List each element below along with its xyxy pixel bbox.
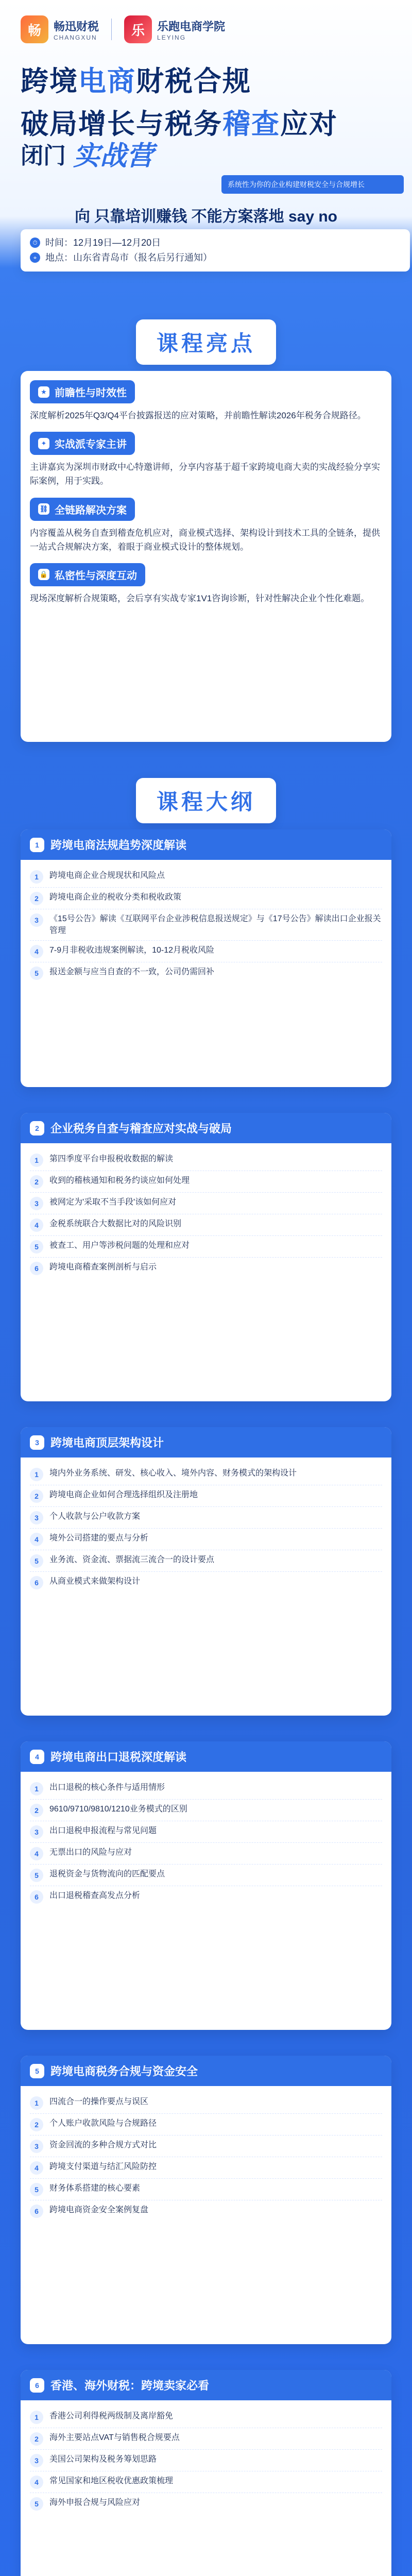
outline-item-number: 4 (30, 2476, 43, 2489)
highlight-4-text: 现场深度解析合规策略，会后享有实战专家1V1咨询诊断，针对性解决企业个性化难题。 (30, 593, 370, 603)
outline-item (30, 2428, 382, 2450)
outline-title: 课程大纲 (136, 778, 276, 823)
changxun-logo-icon: 畅 (21, 15, 48, 43)
outline-item-text: 跨境支付渠道与结汇风险防控 (49, 2162, 157, 2171)
hero (0, 0, 412, 268)
outline-item-number: 1 (30, 1468, 43, 1481)
outline-item (30, 1236, 382, 1258)
outline-module-4-list (21, 1772, 391, 1914)
outline-item-number: 2 (30, 892, 43, 905)
outline-item (30, 1800, 382, 1821)
event-time: 时间：12月19日—12月20日 (45, 238, 161, 248)
outline-module-6-title: 香港、海外财税：跨境卖家必看 (50, 2379, 210, 2392)
outline-item (30, 962, 382, 984)
outline-item-number: 3 (30, 1197, 43, 1210)
outline-item-text: 个人账户收款风险与合规路径 (49, 2119, 157, 2128)
outline-item-number: 2 (30, 1804, 43, 1817)
outline-module-5-list (21, 2086, 391, 2229)
outline-item-number: 2 (30, 2118, 43, 2131)
hero-slogan: 向 只靠培训赚钱 不能方案落地 say no (74, 208, 338, 225)
outline-item (30, 1550, 382, 1572)
outline-module-3-title: 跨境电商顶层架构设计 (50, 1436, 164, 1449)
changxun-logo-name: 畅迅财税 (54, 20, 99, 33)
hero-sub-row (21, 134, 391, 173)
highlight-1-text: 深度解析2025年Q3/Q4平台披露报送的应对策略，并前瞻性解读2026年税务合规路径。 (30, 411, 366, 420)
leying-logo-icon: 乐 (124, 15, 152, 43)
outline-item-number: 1 (30, 1782, 43, 1795)
outline-item (30, 1865, 382, 1886)
outline-item-text: 金税系统联合大数据比对的风险识别 (49, 1219, 182, 1228)
outline-item-text: 境外公司搭建的要点与分析 (49, 1534, 149, 1543)
outline-item-number: 4 (30, 1847, 43, 1860)
hero-title (21, 59, 391, 142)
hero-camp: 实战营 (73, 141, 154, 171)
outline-item-text: 无票出口的风险与应对 (49, 1848, 132, 1857)
outline-item-text: 个人收款与公户收款方案 (49, 1512, 141, 1521)
expert-icon: ✦ (38, 438, 49, 449)
outline-item-text: 出口退税的核心条件与适用情形 (49, 1783, 165, 1792)
outline-item-number: 5 (30, 967, 43, 980)
outline-item-text: 美国公司架构及税务筹划思路 (49, 2455, 157, 2464)
outline-item (30, 1193, 382, 1214)
clock-icon: ⏱ (30, 238, 40, 248)
outline-item-number: 4 (30, 945, 43, 958)
outline-module-6-list (21, 2400, 391, 2521)
outline-module-1-list (21, 860, 391, 991)
outline-item-text: 业务流、资金流、票据流三流合一的设计要点 (49, 1555, 215, 1564)
outline-module-2-list (21, 1143, 391, 1286)
outline-item (30, 1843, 382, 1865)
outline-item-text: 《15号公告》解读《互联网平台企业涉税信息报送规定》与《17号公告》解读出口企业报关管理 (49, 914, 381, 936)
outline-item-text: 境内外业务系统、研发、核心收入、境外内容、财务模式的架构设计 (49, 1469, 297, 1478)
outline-item (30, 1821, 382, 1843)
outline-item (30, 1258, 382, 1279)
hero-title-1c: 财税合规 (136, 66, 251, 97)
hero-title-1a: 跨境 (21, 66, 78, 97)
leying-logo-name: 乐跑电商学院 (157, 20, 226, 33)
hero-title-2b: 稽查 (222, 109, 280, 140)
outline-item-number: 5 (30, 1240, 43, 1253)
outline-item (30, 1778, 382, 1800)
outline-item-number: 5 (30, 2497, 43, 2511)
outline-item-text: 报送金额与应当自查的不一致，公司仍需回补 (49, 968, 215, 977)
module-2-icon: 2 (30, 1121, 44, 1136)
outline-module-2-title: 企业税务自查与稽查应对实战与破局 (50, 1122, 232, 1135)
highlight-3-tag (30, 498, 135, 521)
hero-title-1b: 电商 (78, 66, 136, 97)
outline-item-number: 1 (30, 870, 43, 884)
hero-title-2a: 破局增长与税务 (21, 109, 222, 140)
outline-module-2-head (21, 1113, 391, 1143)
outline-item (30, 1886, 382, 1907)
hero-title-line-1 (21, 59, 391, 99)
outline-item-number: 2 (30, 1175, 43, 1189)
highlight-4-tag-text: 私密性与深度互动 (55, 570, 137, 582)
outline-item-text: 出口退税稽查高发点分析 (49, 1891, 141, 1900)
module-3-icon: 3 (30, 1435, 44, 1450)
outline-item (30, 2471, 382, 2493)
outline-item-text: 跨境电商稽查案例剖析与启示 (49, 1263, 157, 1272)
event-time-row (30, 235, 401, 250)
outline-module-5-title: 跨境电商税务合规与资金安全 (50, 2065, 198, 2078)
outline-item-text: 被查工、用户等涉税问题的处理和应对 (49, 1241, 190, 1250)
outline-item (30, 2092, 382, 2114)
outline-item-text: 跨境电商企业的税收分类和税收政策 (49, 893, 182, 902)
module-4-icon: 4 (30, 1750, 44, 1764)
outline-item (30, 2136, 382, 2157)
logo-separator (111, 19, 112, 40)
highlight-4 (30, 563, 382, 605)
outline-item-number: 5 (30, 1554, 43, 1568)
hero-title-2c: 应对 (280, 109, 338, 140)
highlight-2-tag-text: 实战派专家主讲 (55, 439, 127, 451)
outline-module-3-head (21, 1427, 391, 1458)
outline-module-6 (21, 2370, 391, 2576)
outline-module-4 (21, 1741, 391, 2030)
highlights-title: 课程亮点 (136, 319, 276, 365)
outline-module-5 (21, 2056, 391, 2344)
event-info (21, 229, 410, 272)
highlights-section-title (0, 319, 412, 365)
chain-icon: ⛓ (38, 503, 49, 515)
outline-item-number: 4 (30, 1218, 43, 1232)
outline-item (30, 1572, 382, 1593)
location-icon: ⌖ (30, 252, 40, 263)
outline-module-6-head (21, 2370, 391, 2400)
outline-item (30, 1507, 382, 1529)
outline-item-number: 1 (30, 1154, 43, 1167)
outline-module-1-head (21, 829, 391, 860)
outline-module-5-head (21, 2056, 391, 2086)
highlight-3-text: 内容覆盖从税务自查到稽查危机应对，商业模式选择、架构设计到技术工具的全链条，提供一站式合规解决方案，着眼于商业模式设计的整体规划。 (30, 528, 380, 552)
outline-item-number: 3 (30, 913, 43, 927)
outline-item-number: 2 (30, 1489, 43, 1503)
outline-item-text: 收到的稽核通知和税务约谈应如何处理 (49, 1176, 190, 1185)
module-1-icon: 1 (30, 838, 44, 852)
outline-item (30, 1464, 382, 1485)
outline-item (30, 1485, 382, 1507)
outline-item-text: 资金回流的多种合规方式对比 (49, 2141, 157, 2149)
outline-item (30, 866, 382, 888)
highlight-2-tag (30, 432, 135, 455)
outline-item (30, 2114, 382, 2136)
outline-item-number: 1 (30, 2096, 43, 2110)
outline-item-number: 3 (30, 2140, 43, 2153)
highlight-1 (30, 380, 382, 422)
outline-module-4-head (21, 1741, 391, 1772)
outline-item-number: 4 (30, 1533, 43, 1546)
outline-item-number: 6 (30, 1262, 43, 1275)
outline-item-number: 1 (30, 2411, 43, 2424)
outline-item-text: 退税资金与货物流向的匹配要点 (49, 1870, 165, 1878)
outline-item-text: 香港公司利得税两级制及离岸豁免 (49, 2412, 174, 2420)
highlight-3-tag-text: 全链路解决方案 (55, 504, 127, 516)
outline-section-title (0, 778, 412, 823)
changxun-logo-text (54, 18, 99, 41)
logo-row (21, 15, 225, 43)
outline-item-text: 7-9月非税收违规案例解读，10-12月税收风险 (49, 946, 215, 955)
hero-tagline: 系统性为你的企业构建财税安全与合规增长 (221, 175, 404, 194)
outline-item (30, 2450, 382, 2471)
outline-module-4-title: 跨境电商出口退税深度解读 (50, 1751, 187, 1764)
outline-module-1-title: 跨境电商法规趋势深度解读 (50, 839, 187, 852)
outline-item-number: 3 (30, 2454, 43, 2467)
outline-item-text: 财务体系搭建的核心要素 (49, 2184, 141, 2193)
outline-module-2 (21, 1113, 391, 1401)
outline-module-3 (21, 1427, 391, 1716)
highlight-4-tag (30, 563, 145, 586)
outline-item-text: 海外主要站点VAT与销售税合规要点 (49, 2433, 180, 2442)
outline-item (30, 1214, 382, 1236)
outline-item (30, 2157, 382, 2179)
highlight-1-tag (30, 380, 135, 403)
hero-closed: 闭门 (21, 143, 66, 168)
outline-item (30, 2179, 382, 2200)
outline-item (30, 941, 382, 962)
star-icon: ★ (38, 386, 49, 398)
outline-module-1 (21, 829, 391, 1087)
outline-item (30, 2200, 382, 2222)
outline-item-number: 6 (30, 2205, 43, 2218)
outline-item-number: 2 (30, 2432, 43, 2446)
outline-item-number: 6 (30, 1576, 43, 1589)
outline-item-text: 四流合一的操作要点与误区 (49, 2097, 149, 2106)
module-6-icon: 6 (30, 2378, 44, 2393)
highlight-3 (30, 498, 382, 554)
outline-item (30, 1171, 382, 1193)
changxun-logo-sub: CHANGXUN (54, 33, 97, 41)
outline-item-text: 出口退税申报流程与常见问题 (49, 1826, 157, 1835)
highlight-1-tag-text: 前瞻性与时效性 (55, 387, 127, 399)
event-place: 地点：山东省青岛市（报名后另行通知） (45, 252, 212, 263)
lock-icon: 🔒 (38, 569, 49, 580)
outline-item-text: 第四季度平台申报税收数据的解读 (49, 1155, 174, 1163)
outline-item-number: 5 (30, 2183, 43, 2196)
outline-item-text: 跨境电商企业合规现状和风险点 (49, 871, 165, 880)
outline-item (30, 2493, 382, 2514)
logo-leying (124, 15, 225, 43)
outline-item-number: 6 (30, 1890, 43, 1904)
outline-item (30, 1149, 382, 1171)
leying-logo-sub: LEYING (157, 33, 186, 41)
outline-item (30, 2406, 382, 2428)
outline-module-3-list (21, 1458, 391, 1600)
outline-item-text: 9610/9710/9810/1210业务模式的区别 (49, 1805, 187, 1814)
outline-item (30, 1529, 382, 1550)
highlights-card (21, 371, 391, 742)
outline-item-number: 3 (30, 1511, 43, 1524)
outline-item-text: 被网定为'采取不当手段'该如何应对 (49, 1198, 177, 1207)
leying-logo-text (157, 18, 225, 41)
outline-item-text: 常见国家和地区税收优惠政策梳理 (49, 2477, 174, 2485)
event-place-row (30, 250, 401, 265)
outline-item (30, 888, 382, 909)
highlight-2-text: 主讲嘉宾为深圳市财政中心特邀讲师，分享内容基于超千家跨境电商大卖的实战经验分享实际案例，用于实践。 (30, 462, 380, 486)
outline-item-text: 跨境电商资金安全案例复盘 (49, 2206, 149, 2214)
outline-item-number: 4 (30, 2161, 43, 2175)
outline-item-text: 海外申报合规与风险应对 (49, 2498, 141, 2507)
highlight-2 (30, 432, 382, 488)
logo-changxun (21, 15, 99, 43)
outline-item (30, 909, 382, 941)
outline-item-text: 跨境电商企业如何合理选择组织及注册地 (49, 1490, 198, 1499)
module-5-icon: 5 (30, 2064, 44, 2078)
outline-item-text: 从商业模式来做架构设计 (49, 1577, 141, 1586)
outline-item-number: 3 (30, 1825, 43, 1839)
outline-item-number: 5 (30, 1869, 43, 1882)
